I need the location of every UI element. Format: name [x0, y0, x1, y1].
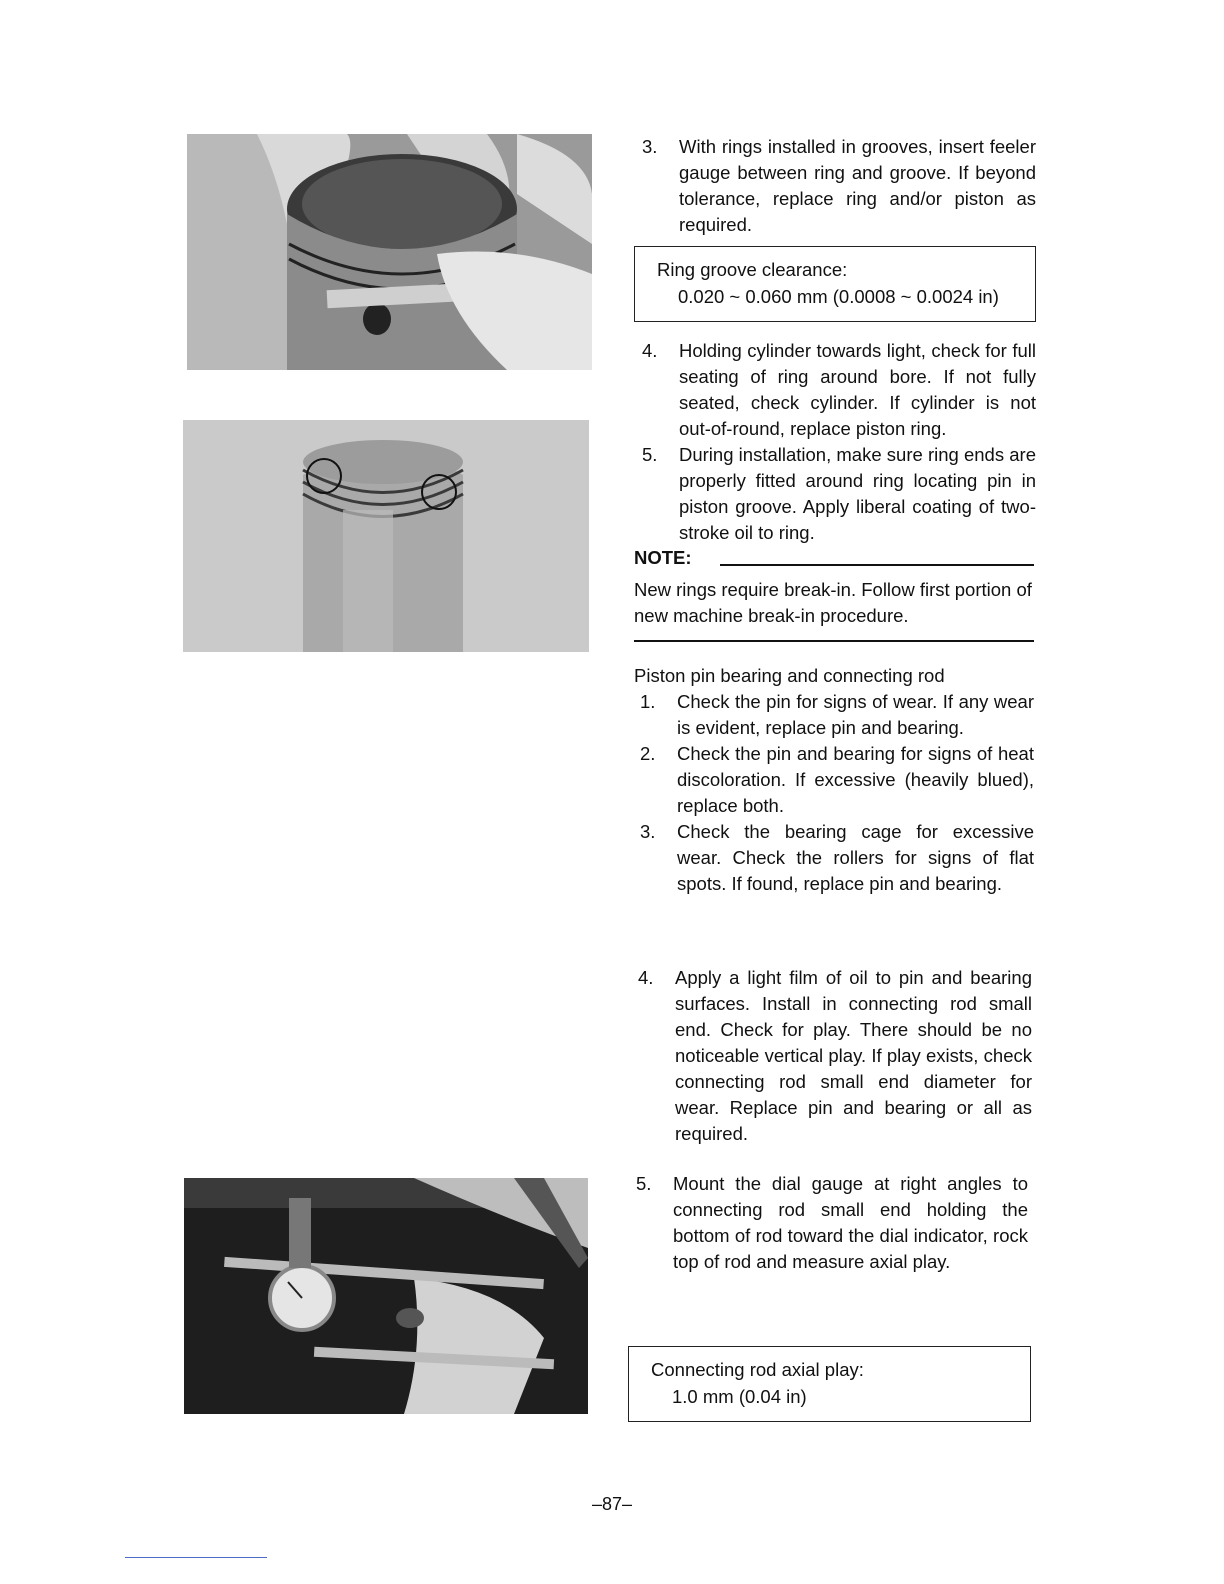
- step-number: 4.: [642, 340, 658, 361]
- photo-feeler-gauge-piston: [187, 134, 592, 370]
- step-number: 5.: [642, 444, 658, 465]
- note-text: New rings require break-in. Follow first portion of new machine break-in procedure.: [634, 579, 1032, 626]
- step-5-ring-installation: [634, 442, 1036, 546]
- page-number: –87–: [591, 1494, 633, 1514]
- step-text: Check the pin and bearing for signs of heat discoloration. If excessive (heavily blued), replace both.: [677, 743, 1034, 816]
- note-top-rule: [720, 564, 1034, 566]
- step-text: Apply a light film of oil to pin and bearing surfaces. Install in connecting rod small end. Check for play. There should be no noticeable vertical play. If play exists, check connecting rod small end diameter for wear. Replace pin and bearing or all as required.: [675, 967, 1032, 1144]
- photo-piston-ring-locating-pins: [183, 420, 589, 652]
- pin-step-2: [632, 741, 1034, 819]
- step-text: Check the bearing cage for excessive wear. Check the rollers for signs of flat spots. If found, replace pin and bearing.: [677, 821, 1034, 894]
- step-number: 1.: [640, 691, 656, 712]
- note-label: NOTE:: [634, 547, 692, 568]
- step-number: 3.: [642, 136, 658, 157]
- spec-value: 0.020 ~ 0.060 mm (0.0008 ~ 0.0024 in): [678, 286, 999, 307]
- step-4-cylinder-light: [634, 338, 1036, 442]
- axial-play-spec: [628, 1346, 1031, 1422]
- step-text: Check the pin for signs of wear. If any wear is evident, replace pin and bearing.: [677, 691, 1034, 738]
- note-bottom-rule: [634, 640, 1034, 642]
- step-number: 3.: [640, 821, 656, 842]
- step-text: Holding cylinder towards light, check for full seating of ring around bore. If not fully seated, check cylinder. If cylinder is not out-of-round, replace piston ring.: [679, 340, 1036, 439]
- spec-label: Connecting rod axial play:: [651, 1359, 864, 1380]
- photo-dial-gauge-axial-play: [184, 1178, 588, 1414]
- pin-step-1: [632, 689, 1034, 741]
- step-number: 2.: [640, 743, 656, 764]
- step-number: 4.: [638, 967, 654, 988]
- pin-step-4: [630, 965, 1032, 1147]
- spec-value: 1.0 mm (0.04 in): [672, 1386, 807, 1407]
- pin-step-3: [632, 819, 1034, 897]
- footer-link-underline[interactable]: [125, 1557, 267, 1558]
- spec-label: Ring groove clearance:: [657, 259, 848, 280]
- ring-groove-clearance-spec: [634, 246, 1036, 322]
- pin-step-5: [628, 1171, 1028, 1275]
- step-text: With rings installed in grooves, insert feeler gauge between ring and groove. If beyond tolerance, replace ring and/or piston as required.: [679, 136, 1036, 235]
- section-heading-piston-pin: Piston pin bearing and connecting rod: [634, 665, 945, 686]
- step-text: Mount the dial gauge at right angles to connecting rod small end holding the bottom of rod toward the dial indicator, rock top of rod and measure axial play.: [673, 1173, 1028, 1272]
- step-text: During installation, make sure ring ends are properly fitted around ring locating pin in piston groove. Apply liberal coating of two-stroke oil to ring.: [679, 444, 1036, 543]
- step-number: 5.: [636, 1173, 652, 1194]
- step-3-feeler-gauge: [634, 134, 1036, 238]
